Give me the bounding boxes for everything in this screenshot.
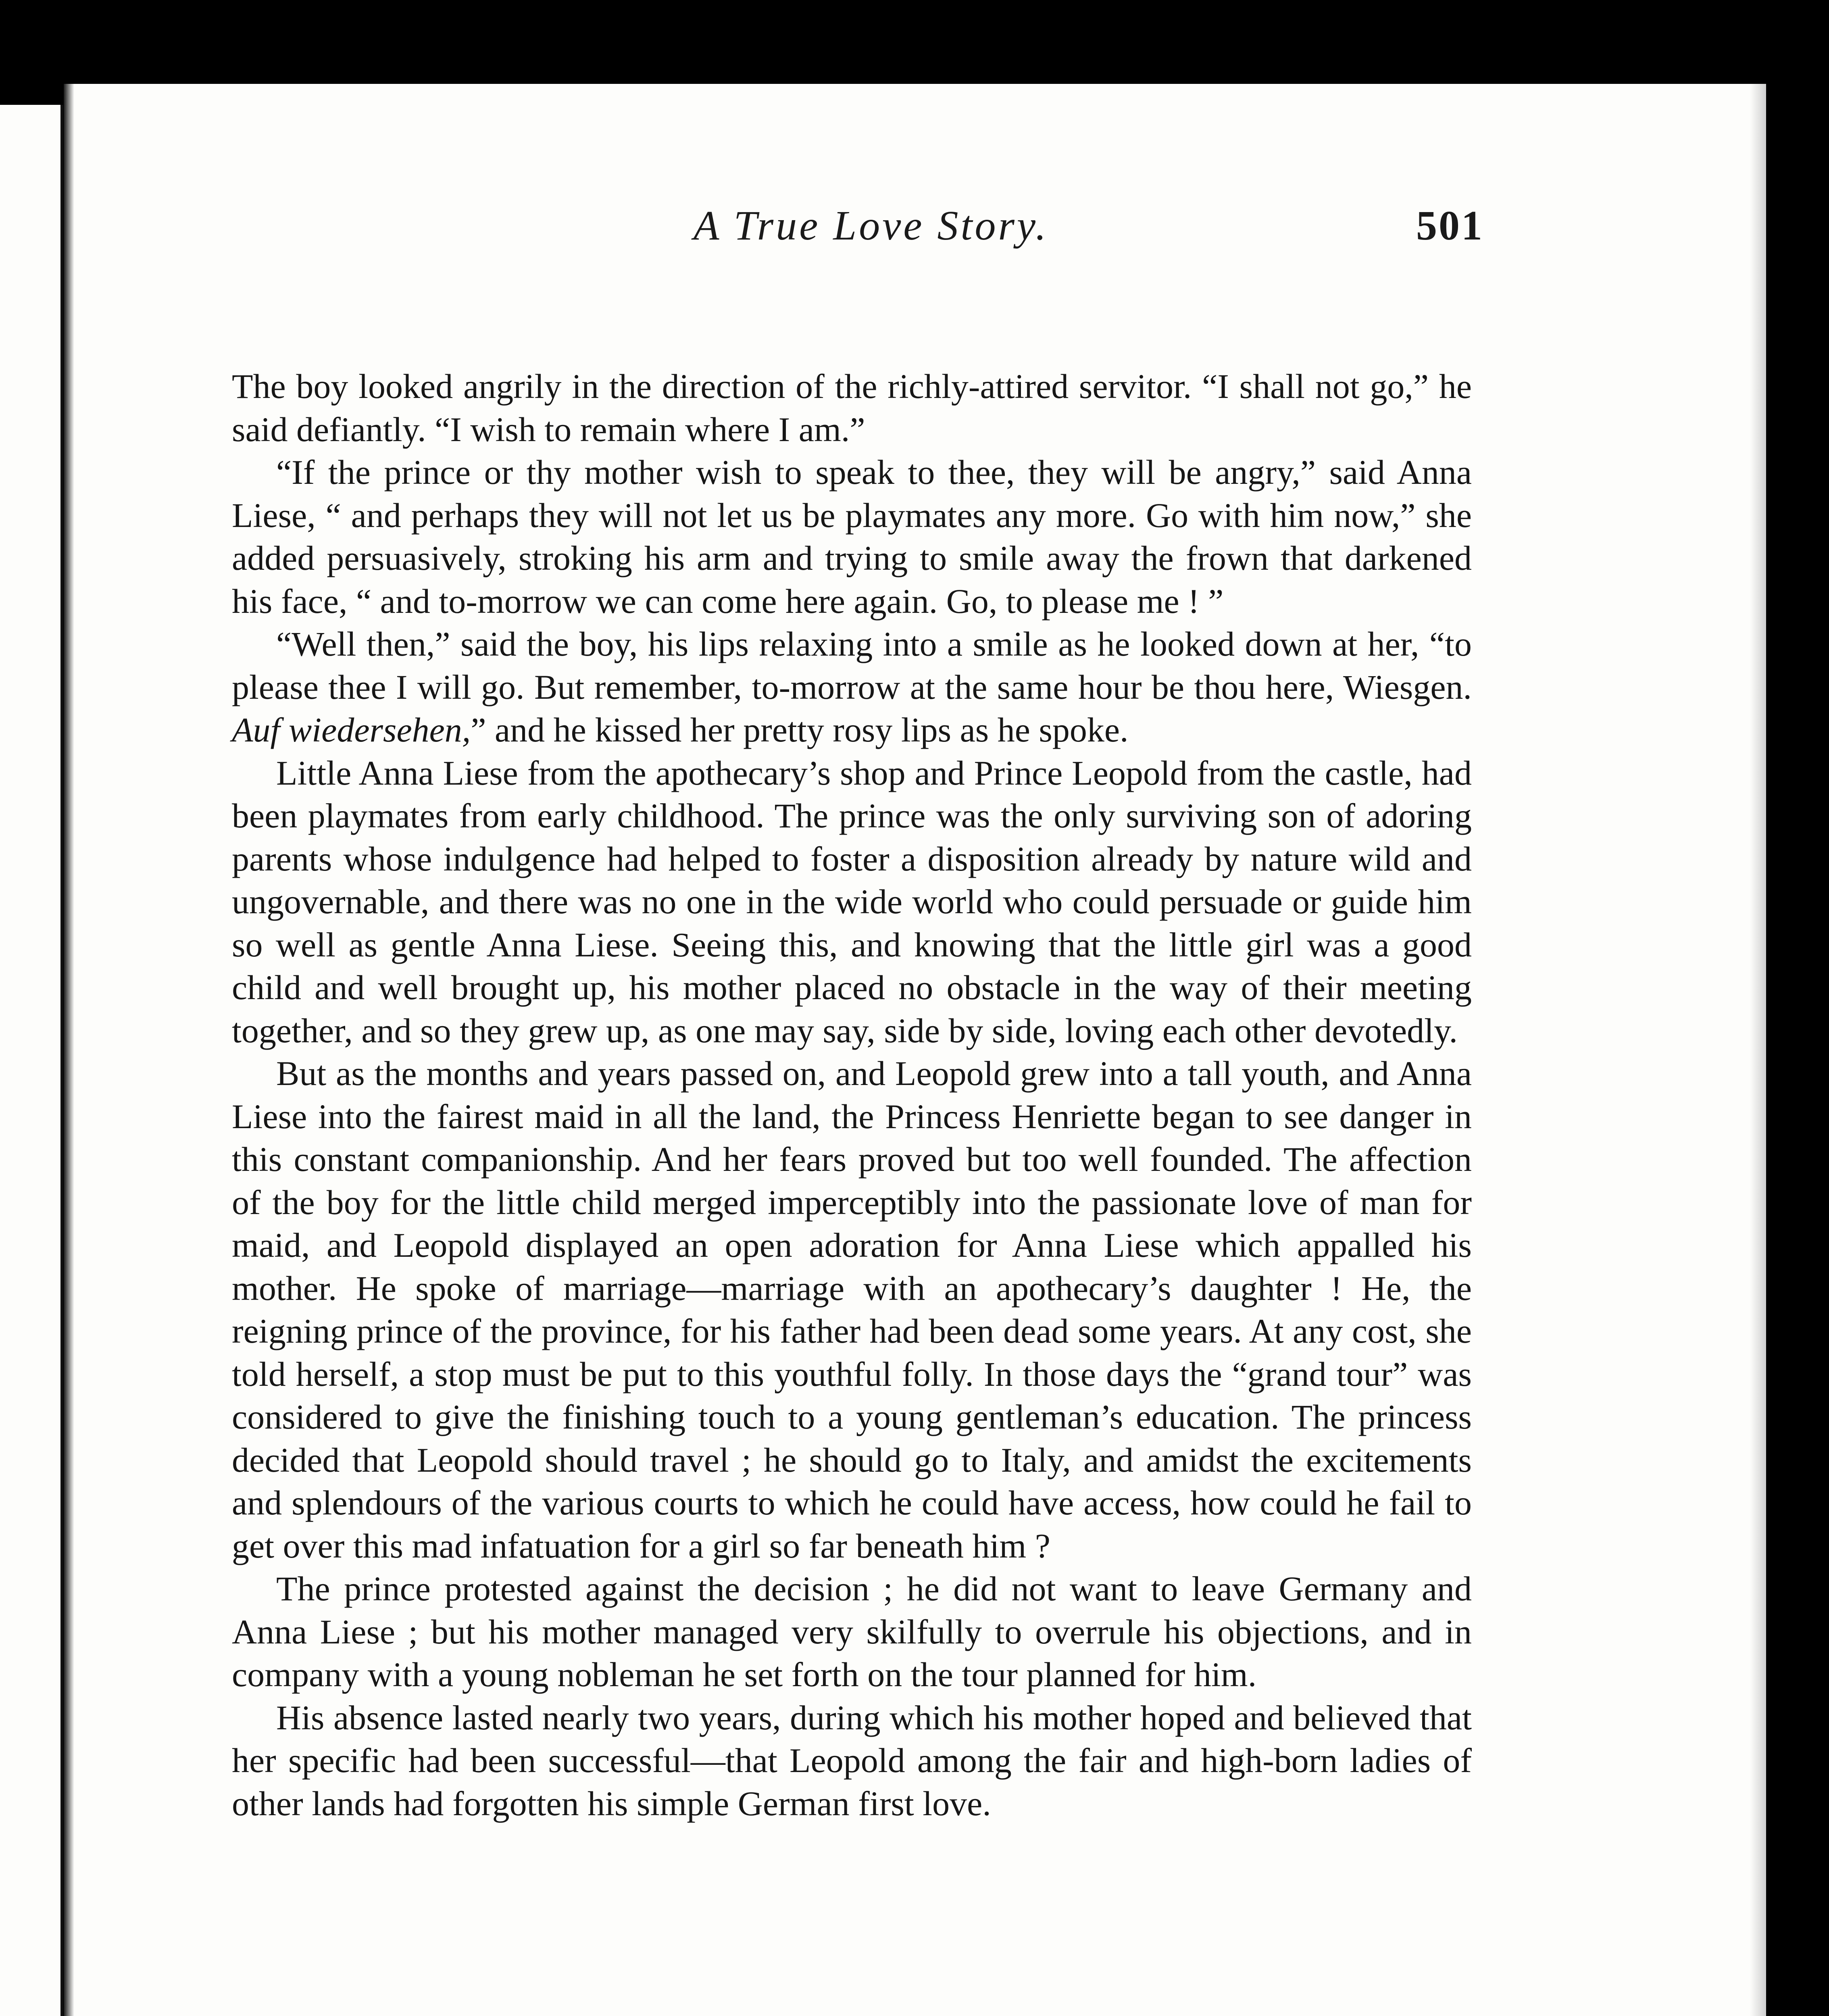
running-head [234,202,1484,270]
paragraph: Little Anna Liese from the apothecary’s shop and Prince Leopold from the castle, had been playmates from early childhood. The prince was the only surviving son of adoring parents whose indulgence had helped to foster a disposition already by nature wild and ungovernable, and there was no one in the wide world who could persuade or guide him so well as gentle Anna Liese. Seeing this, and knowing that the little girl was a good child and well brought up, his mother placed no obstacle in the way of their meeting together, and so they grew up, as one may say, side by side, loving each other devotedly. [232,753,1472,1050]
paragraph: His absence lasted nearly two years, during which his mother hoped and believed that her specific had been successful—that Leopold among the fair and high-born ladies of other lands had forgotten his simple German first love. [232,1698,1472,1823]
running-title: A True Love Story. [694,202,1049,249]
paragraph: The prince protested against the decision ; he did not want to leave Germany and Anna Liese ; but his mother managed very skilfully to overrule his objections, and in company with a young nobleman he set forth on the tour planned for him. [232,1569,1472,1694]
paragraph-text: ” and he kissed her pretty rosy lips as he spoke. [471,710,1129,749]
page-number: 501 [1416,202,1484,249]
body-text [232,365,1472,1825]
paragraph-text: “Well then,” said the boy, his lips relaxing into a smile as he looked down at her, “to please thee I will go. But remember, to-morrow at the same hour be thou here, Wiesgen. [232,625,1472,706]
paragraph: “If the prince or thy mother wish to speak to thee, they will be angry,” said Anna Liese, “ and perhaps they will not let us be playmates any more. Go with him now,” she added persuasively, stroking his arm and trying to smile away the frown that darkened his face, “ and to-morrow we can come here again. Go, to please me ! ” [232,453,1472,621]
page-edge [1750,84,1766,2016]
italic-phrase: Auf wiedersehen, [232,710,471,749]
binding-shadow [64,84,74,2016]
paragraph: But as the months and years passed on, and Leopold grew into a tall youth, and Anna Liese into the fairest maid in all the land, the Princess Henriette began to see danger in this constant companionship. And her fears proved but too well founded. The affection of the boy for the little child merged imperceptibly into the passionate love of man for maid, and Leopold displayed an open adoration for Anna Liese which appalled his mother. He spoke of marriage—marriage with an apothecary’s daughter ! He, the reigning prince of the province, for his father had been dead some years. At any cost, she told herself, a stop must be put to this youthful folly. In those days the “grand tour” was considered to give the finishing touch to a young gentleman’s education. The princess decided that Leopold should travel ; he should go to Italy, and amidst the excitements and splendours of the various courts to which he could have access, how could he fail to get over this mad infatuation for a girl so far beneath him ? [232,1054,1472,1565]
paragraph: The boy looked angrily in the direction of the richly-attired servitor. “I shall not go,” he said defiantly. “I wish to remain where I am.” [232,367,1472,449]
previous-page-edge [0,105,63,2016]
paragraph [232,623,1472,752]
